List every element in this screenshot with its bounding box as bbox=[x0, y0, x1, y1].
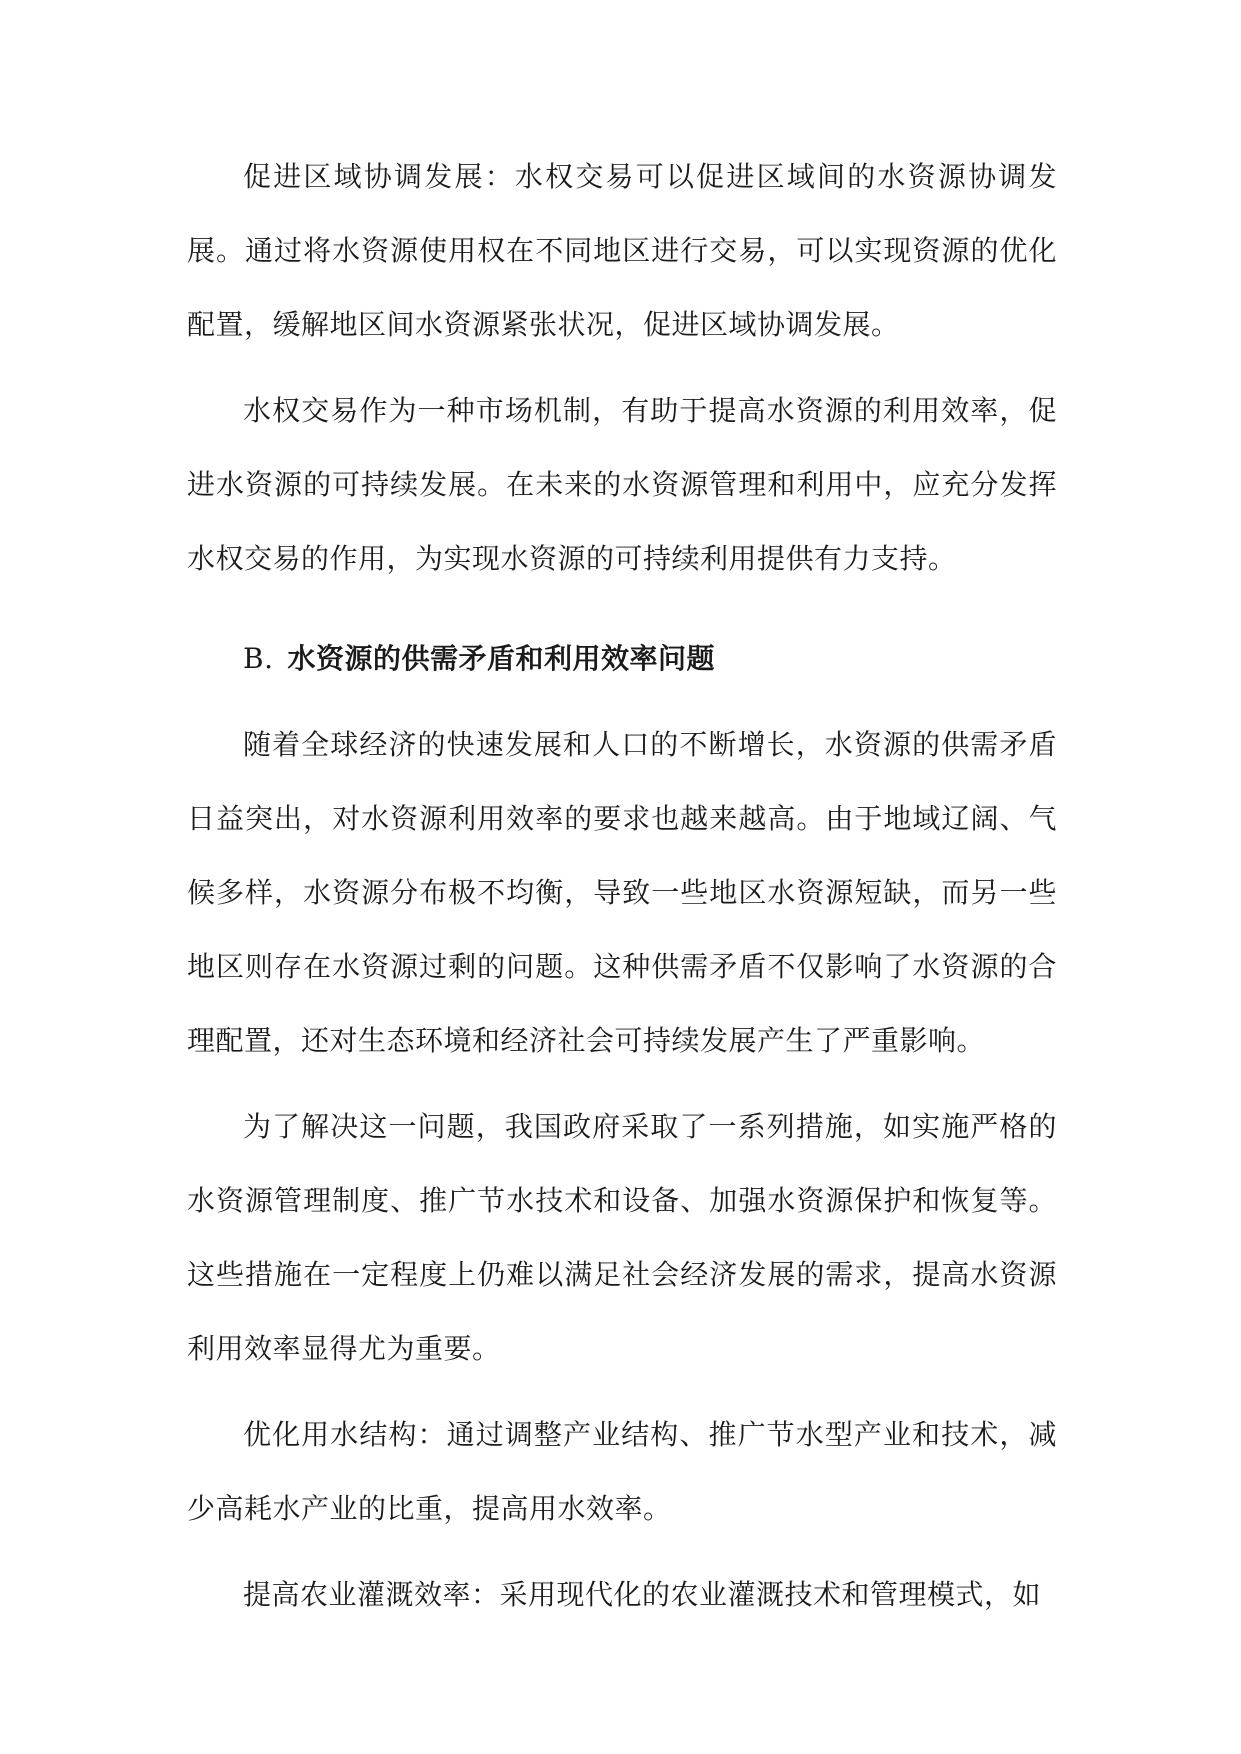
paragraph-water-rights-market: 水权交易作为一种市场机制，有助于提高水资源的利用效率，促进水资源的可持续发展。在未来的水资源管理和利用中，应充分发挥水权交易的作用，为实现水资源的可持续利用提供有力支持。 bbox=[187, 394, 1057, 575]
section-number: B. bbox=[243, 642, 274, 675]
paragraph-irrigation-efficiency: 提高农业灌溉效率：采用现代化的农业灌溉技术和管理模式，如 bbox=[243, 1578, 1042, 1611]
paragraph-supply-demand: 随着全球经济的快速发展和人口的不断增长，水资源的供需矛盾日益突出，对水资源利用效率的要求也越来越高。由于地域辽阔、气候多样，水资源分布极不均衡，导致一些地区水资源短缺，而另一些地区则存在水资源过剩的问题。这种供需矛盾不仅影响了水资源的合理配置，还对生态环境和经济社会可持续发展产生了严重影响。 bbox=[187, 728, 1057, 1057]
paragraph-optimize-structure: 优化用水结构：通过调整产业结构、推广节水型产业和技术，减少高耗水产业的比重，提高用水效率。 bbox=[187, 1418, 1057, 1525]
section-title: 水资源的供需矛盾和利用效率问题 bbox=[287, 642, 715, 675]
paragraph-government-measures: 为了解决这一问题，我国政府采取了一系列措施，如实施严格的水资源管理制度、推广节水技术和设备、加强水资源保护和恢复等。这些措施在一定程度上仍难以满足社会经济发展的需求，提高水资源利用效率显得尤为重要。 bbox=[187, 1110, 1057, 1365]
paragraph-regional-development: 促进区域协调发展：水权交易可以促进区域间的水资源协调发展。通过将水资源使用权在不同地区进行交易，可以实现资源的优化配置，缓解地区间水资源紧张状况，促进区域协调发展。 bbox=[187, 160, 1057, 341]
section-heading bbox=[187, 622, 1057, 696]
document-page bbox=[187, 140, 1057, 1644]
